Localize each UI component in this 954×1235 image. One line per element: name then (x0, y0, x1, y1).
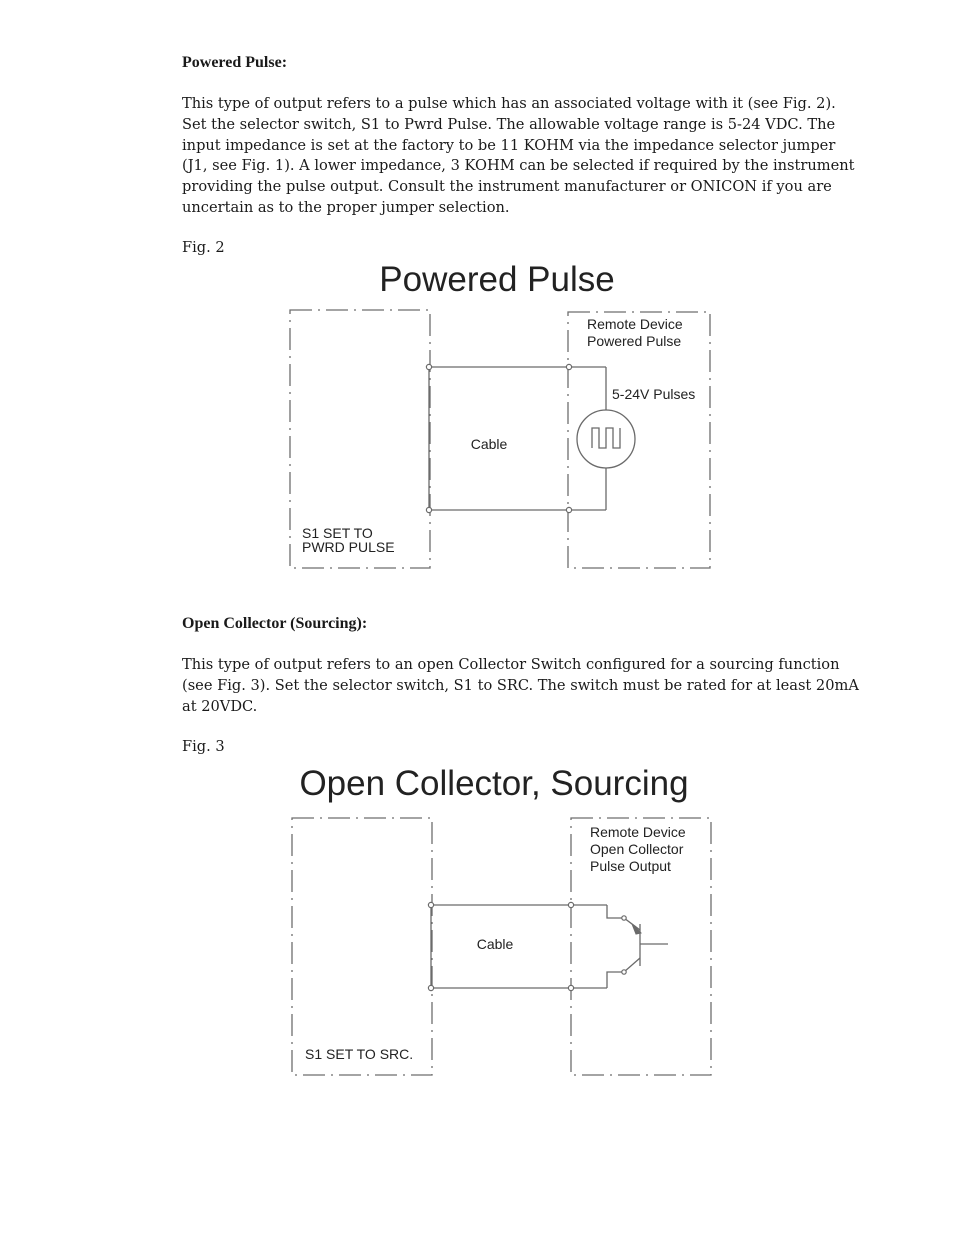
paragraph-line: providing the pulse output. Consult the instrument manufacturer or ONICON if you are (182, 178, 832, 196)
paragraph-line: (see Fig. 3). Set the selector switch, S1 to SRC. The switch must be rated for at least 20mA (182, 676, 859, 694)
terminal-node (568, 985, 573, 990)
powered-pulse-heading: Powered Pulse: (182, 54, 288, 71)
fig3-title: Open Collector, Sourcing (299, 764, 689, 803)
fig3-remote-label-3: Pulse Output (590, 858, 671, 874)
fig2-title: Powered Pulse (379, 260, 615, 299)
fig3-remote-label-2: Open Collector (590, 841, 684, 857)
fig2-remote-label-1: Remote Device (587, 316, 683, 332)
paragraph-line: at 20VDC. (182, 697, 258, 715)
fig3-cable-label: Cable (476, 936, 514, 952)
terminal-node (622, 970, 626, 974)
paragraph-line: (J1, see Fig. 1). A lower impedance, 3 KOHM can be selected if required by the instrument (182, 157, 855, 175)
paragraph-line: This type of output refers to an open Collector Switch configured for a sourcing function (182, 656, 840, 673)
terminal-node (428, 902, 433, 907)
fig2-s1-label-1: S1 SET TO (302, 525, 373, 541)
fig3-meter-box (292, 818, 432, 1075)
paragraph-line: This type of output refers to a pulse which has an associated voltage with it (see Fig. 2). (182, 95, 836, 112)
fig3-s1-label: S1 SET TO SRC. (305, 1046, 414, 1062)
paragraph-line: Set the selector switch, S1 to Pwrd Pulse. The allowable voltage range is 5-24 VDC. The (182, 115, 836, 133)
terminal-node (622, 916, 626, 920)
paragraph-line: uncertain as to the proper jumper selection. (182, 198, 510, 216)
open-collector-heading: Open Collector (Sourcing): (182, 615, 368, 632)
fig2-cable-label: Cable (470, 436, 508, 452)
fig2-remote-label-2: Powered Pulse (587, 333, 682, 349)
fig2-label: Fig. 2 (182, 239, 225, 256)
fig2-pulse-label: 5-24V Pulses (612, 386, 696, 402)
transistor-icon (607, 905, 668, 988)
fig3-remote-label-1: Remote Device (590, 824, 686, 840)
terminal-node (568, 902, 573, 907)
terminal-node (428, 985, 433, 990)
fig2-s1-label-2: PWRD PULSE (302, 539, 395, 555)
paragraph-line: input impedance is set at the factory to be 11 KOHM via the impedance selector jumper (182, 136, 836, 154)
fig3-label: Fig. 3 (182, 738, 225, 755)
